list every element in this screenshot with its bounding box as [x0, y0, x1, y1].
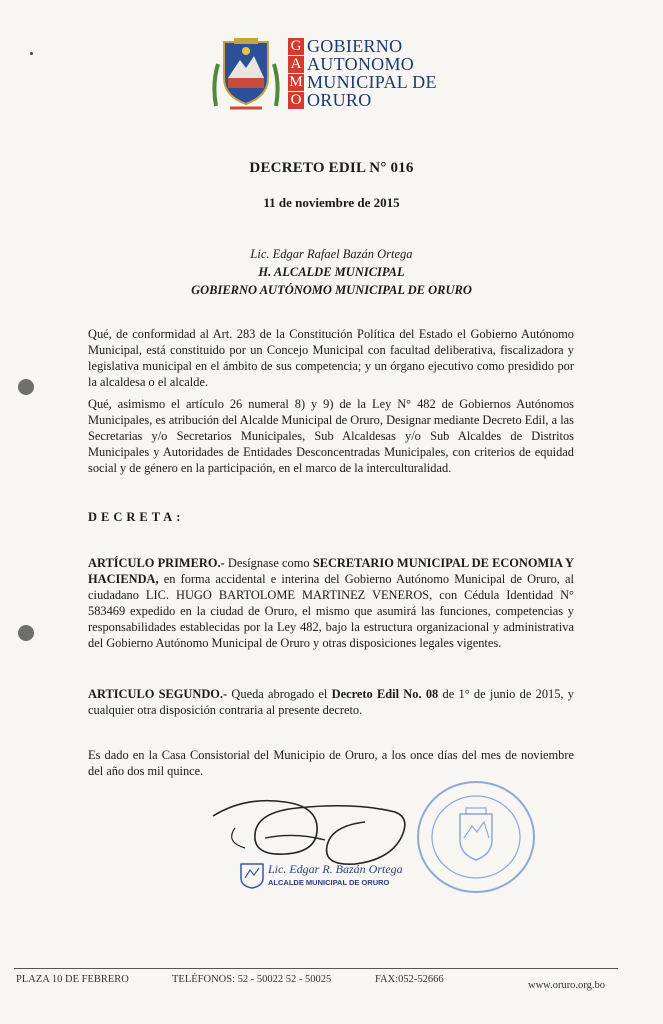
decree-date: 11 de noviembre de 2015 — [263, 195, 400, 210]
letterhead — [210, 34, 470, 118]
signer-block — [0, 245, 663, 299]
footer-divider — [14, 968, 618, 969]
article-bold-text: SECRETARIO MUNICIPAL DE ECONOMIA Y HACIENDA, — [88, 556, 574, 586]
gamo-letter: O — [288, 92, 304, 109]
municipal-seal-icon — [414, 778, 538, 896]
org-line: GOBIERNO — [307, 36, 403, 56]
footer-phones: TELÉFONOS: 52 - 50022 52 - 50025 — [172, 974, 332, 985]
org-name — [307, 37, 437, 109]
signature-stamp-name: Lic. Edgar R. Bazán Ortega — [268, 862, 403, 876]
gamo-letter: M — [289, 74, 303, 90]
punch-hole — [18, 379, 34, 395]
municipal-coat-of-arms-icon — [210, 34, 282, 116]
decreta-heading: DECRETA: — [88, 510, 185, 524]
gamo-letters — [288, 38, 304, 110]
footer-website: www.oruro.org.bo — [528, 980, 605, 991]
considerando-paragraph: Qué, de conformidad al Art. 283 de la Constitución Política del Estado el Gobierno Autónomo Municipal, está constituido por un Concejo Municipal con facultad deliberativa, fiscalizadora y legislativa municipal en el ámbito de sus competencia; y un órgano ejecutivo como presidido por la alcaldesa o el alcalde. — [88, 327, 574, 389]
articulo-primero — [88, 555, 574, 651]
org-line: AUTONOMO — [307, 54, 415, 74]
signature-stamp-role: ALCALDE MUNICIPAL DE ORURO — [268, 878, 390, 887]
closing-paragraph: Es dado en la Casa Consistorial del Municipio de Oruro, a los once días del mes de noviembre del año dos mil quince. — [88, 748, 574, 778]
punch-hole — [18, 625, 34, 641]
signer-org: GOBIERNO AUTÓNOMO MUNICIPAL DE ORURO — [191, 283, 472, 297]
article-text: de 1° de junio de 2015, y cualquier otra disposición contraria al presente decreto. — [88, 687, 574, 717]
article-label: ARTÍCULO PRIMERO.- — [88, 556, 225, 570]
article-bold-text: Decreto Edil No. 08 — [331, 687, 439, 701]
footer-fax: FAX:052-52666 — [375, 974, 444, 985]
org-line: MUNICIPAL DE — [307, 72, 437, 92]
scan-speck — [30, 52, 33, 55]
article-label: ARTICULO SEGUNDO.- — [88, 687, 228, 701]
articulo-segundo — [88, 686, 574, 718]
article-text: Queda abrogado el — [227, 687, 332, 701]
decree-title: DECRETO EDIL N° 016 — [249, 160, 414, 176]
signer-name: Lic. Edgar Rafael Bazán Ortega — [250, 247, 413, 261]
footer-address: PLAZA 10 DE FEBRERO — [16, 974, 129, 985]
org-line: ORURO — [307, 90, 372, 110]
considerando-paragraph: Qué, asimismo el artículo 26 numeral 8) y 9) de la Ley N° 482 de Gobiernos Autónomos Municipales, es atribución del Alcalde Municipal de Oruro, Designar mediante Decreto Edil, a las Secretarias y/o Secretarios Municipales, Sub Alcaldesas y/o Sub Alcaldes de Distritos Municipales y Autoridades de Entidades Desconcentradas Municipales, con criterios de equidad social y de género en la participación, en el marco de la interculturalidad. — [88, 397, 574, 475]
gamo-letter: G — [288, 38, 304, 55]
gamo-letter: A — [288, 56, 304, 73]
signer-role: H. ALCALDE MUNICIPAL — [258, 265, 405, 279]
article-text: en forma accidental e interina del Gobierno Autónomo Municipal de Oruro, al ciudadano LIC. HUGO BARTOLOME MARTINEZ VENEROS, con Cédula Identidad N° 583469 expedido en la ciudad de Oruro, el mismo que asumirá las funciones, competencias y responsabilidades establecidas por la Ley 482, bajo la estructura organizacional y administrativa del Gobierno Autónomo Municipal de Oruro y otras disposiciones legales vigentes. — [88, 572, 574, 650]
alcaldia-stamp-icon — [238, 860, 266, 890]
article-text: Desígnase como — [224, 556, 313, 570]
